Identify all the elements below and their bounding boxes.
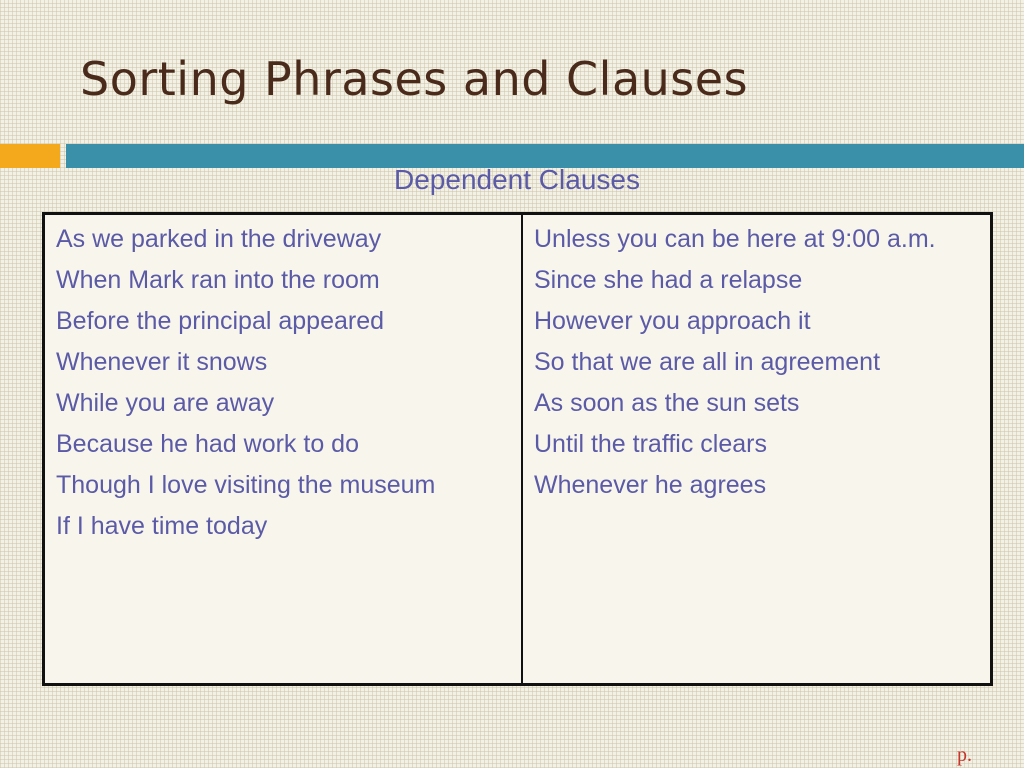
slide-title: Sorting Phrases and Clauses bbox=[80, 52, 749, 106]
list-item: Because he had work to do bbox=[56, 430, 359, 458]
list-item: Since she had a relapse bbox=[534, 266, 803, 294]
list-item: Unless you can be here at 9:00 a.m. bbox=[534, 225, 936, 253]
slide-subtitle: Dependent Clauses bbox=[394, 164, 640, 195]
list-item: While you are away bbox=[56, 389, 275, 417]
list-item: Though I love visiting the museum bbox=[56, 471, 436, 499]
table-column-right bbox=[523, 215, 990, 683]
list-item: So that we are all in agreement bbox=[534, 348, 881, 376]
list-item: If I have time today bbox=[56, 512, 268, 540]
page-number-label: p. bbox=[957, 744, 972, 766]
list-item: When Mark ran into the room bbox=[56, 266, 380, 294]
table-column-left bbox=[45, 215, 523, 683]
list-item: Before the principal appeared bbox=[56, 307, 385, 335]
list-item: Until the traffic clears bbox=[534, 430, 767, 458]
list-item: Whenever it snows bbox=[56, 348, 268, 376]
list-item: Whenever he agrees bbox=[534, 471, 767, 499]
list-item: As soon as the sun sets bbox=[534, 389, 800, 417]
clause-list-right bbox=[534, 225, 980, 500]
list-item: However you approach it bbox=[534, 307, 811, 335]
clause-list-left bbox=[56, 225, 521, 541]
clause-table bbox=[42, 212, 993, 686]
list-item: As we parked in the driveway bbox=[56, 225, 382, 253]
